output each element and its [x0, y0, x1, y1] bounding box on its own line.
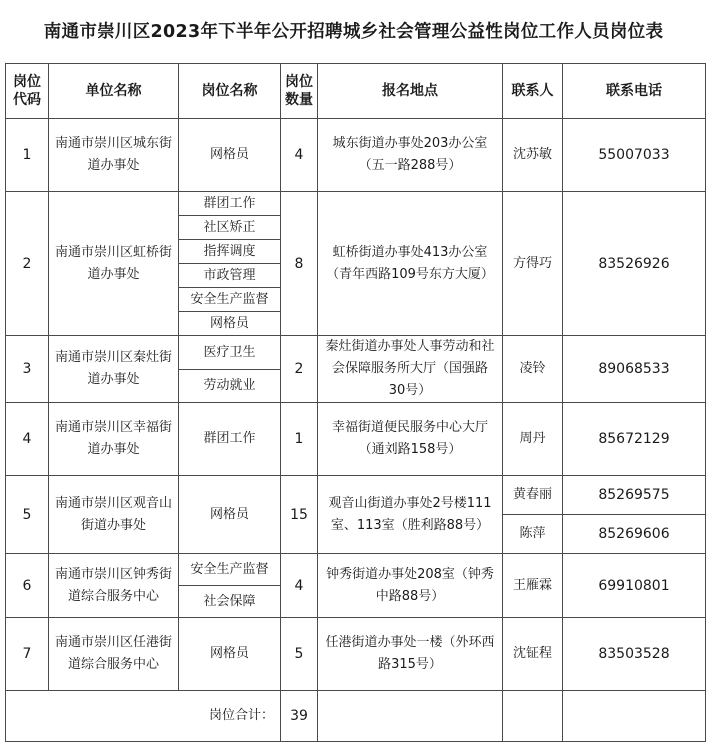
- row-post: 网格员: [179, 312, 281, 336]
- row-phone: 55007033: [563, 119, 706, 192]
- row-count: 15: [281, 476, 318, 554]
- table-row: [6, 554, 706, 586]
- row-post: 市政管理: [179, 264, 281, 288]
- row-post: 网格员: [179, 476, 281, 554]
- row-address: 幸福街道便民服务中心大厅（通刘路158号）: [318, 403, 503, 476]
- table-row: [6, 192, 706, 216]
- row-post: 群团工作: [179, 403, 281, 476]
- row-post: 劳动就业: [179, 369, 281, 403]
- row-address: 观音山街道办事处2号楼111室、113室（胜利路88号）: [318, 476, 503, 554]
- row-unit: 南通市崇川区钟秀街道综合服务中心: [49, 554, 179, 618]
- row-post: 社区矫正: [179, 216, 281, 240]
- row-phone: 69910801: [563, 554, 706, 618]
- table-header-row: [6, 64, 706, 119]
- row-code: 3: [6, 336, 49, 403]
- row-contact: 王雁霖: [503, 554, 563, 618]
- row-post: 社会保障: [179, 586, 281, 618]
- total-empty-cell: [563, 691, 706, 742]
- positions-table: [5, 63, 706, 742]
- row-post: 网格员: [179, 618, 281, 691]
- row-address: 秦灶街道办事处人事劳动和社会保障服务所大厅（国强路30号）: [318, 336, 503, 403]
- row-post: 安全生产监督: [179, 554, 281, 586]
- row-code: 5: [6, 476, 49, 554]
- total-empty-cell: [503, 691, 563, 742]
- row-phone: 85269606: [563, 515, 706, 554]
- row-count: 4: [281, 119, 318, 192]
- row-contact: 陈萍: [503, 515, 563, 554]
- row-post: 群团工作: [179, 192, 281, 216]
- row-contact: 方得巧: [503, 192, 563, 336]
- row-code: 2: [6, 192, 49, 336]
- row-unit: 南通市崇川区虹桥街道办事处: [49, 192, 179, 336]
- row-phone: 85672129: [563, 403, 706, 476]
- header-phone: 联系电话: [563, 64, 706, 119]
- row-phone: 83526926: [563, 192, 706, 336]
- page-title: 南通市崇川区2023年下半年公开招聘城乡社会管理公益性岗位工作人员岗位表: [43, 21, 664, 42]
- table-row: [6, 403, 706, 476]
- row-count: 4: [281, 554, 318, 618]
- row-phone: 89068533: [563, 336, 706, 403]
- total-empty-cell: [318, 691, 503, 742]
- row-phone: 83503528: [563, 618, 706, 691]
- row-post: 安全生产监督: [179, 288, 281, 312]
- header-count: 岗位 数量: [281, 64, 318, 119]
- row-code: 7: [6, 618, 49, 691]
- row-code: 1: [6, 119, 49, 192]
- table-row: [6, 618, 706, 691]
- row-unit: 南通市崇川区观音山街道办事处: [49, 476, 179, 554]
- row-address: 城东街道办事处203办公室（五一路288号）: [318, 119, 503, 192]
- table-row: [6, 119, 706, 192]
- row-count: 5: [281, 618, 318, 691]
- row-contact: 黄春丽: [503, 476, 563, 515]
- row-address: 钟秀街道办事处208室（钟秀中路88号）: [318, 554, 503, 618]
- row-phone: 85269575: [563, 476, 706, 515]
- header-contact: 联系人: [503, 64, 563, 119]
- row-unit: 南通市崇川区城东街道办事处: [49, 119, 179, 192]
- row-post: 指挥调度: [179, 240, 281, 264]
- row-count: 1: [281, 403, 318, 476]
- row-contact: 沈钲程: [503, 618, 563, 691]
- total-value: 39: [281, 691, 318, 742]
- total-label: 岗位合计：: [6, 691, 281, 742]
- row-unit: 南通市崇川区任港街道综合服务中心: [49, 618, 179, 691]
- table-row: [6, 476, 706, 515]
- row-contact: 沈苏敏: [503, 119, 563, 192]
- header-code: 岗位 代码: [6, 64, 49, 119]
- row-count: 8: [281, 192, 318, 336]
- row-address: 任港街道办事处一楼（外环西路315号）: [318, 618, 503, 691]
- row-unit: 南通市崇川区幸福街道办事处: [49, 403, 179, 476]
- row-count: 2: [281, 336, 318, 403]
- header-unit: 单位名称: [49, 64, 179, 119]
- row-contact: 凌铃: [503, 336, 563, 403]
- header-post: 岗位名称: [179, 64, 281, 119]
- header-address: 报名地点: [318, 64, 503, 119]
- row-address: 虹桥街道办事处413办公室（青年西路109号东方大厦）: [318, 192, 503, 336]
- total-row: [6, 691, 706, 742]
- row-contact: 周丹: [503, 403, 563, 476]
- row-code: 6: [6, 554, 49, 618]
- row-unit: 南通市崇川区秦灶街道办事处: [49, 336, 179, 403]
- row-post: 网格员: [179, 119, 281, 192]
- row-code: 4: [6, 403, 49, 476]
- table-row: [6, 336, 706, 370]
- row-post: 医疗卫生: [179, 336, 281, 370]
